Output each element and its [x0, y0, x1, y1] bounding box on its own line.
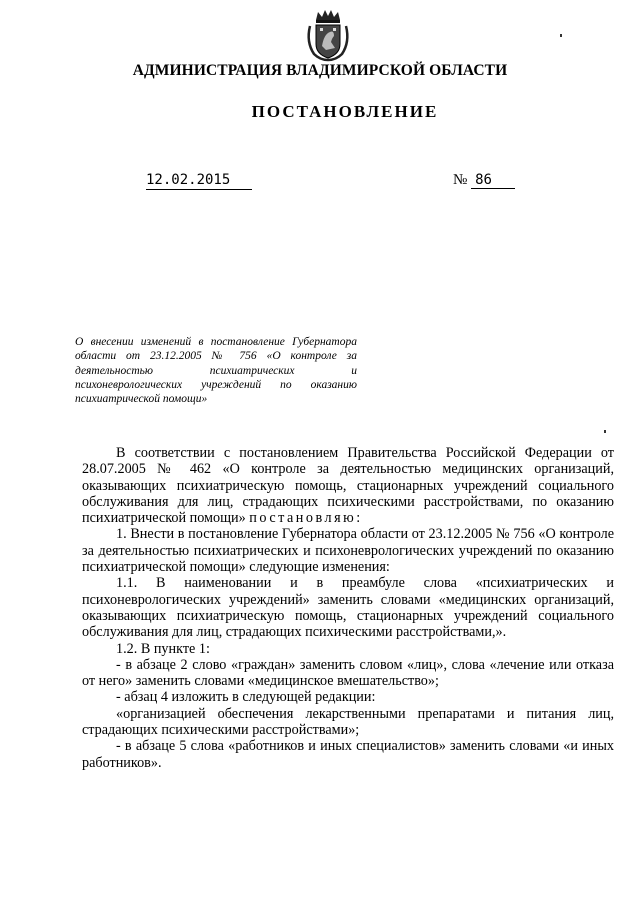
- document-number-block: [453, 172, 515, 189]
- document-body: [82, 445, 614, 771]
- document-subject: О внесении изменений в постановление Губернатора области от 23.12.2005 № 756 «О контроле за деятельностью психиатрических и психоневрологических учреждений по оказанию психиатрической помощи»: [75, 336, 357, 406]
- document-date: 12.02.2015: [146, 172, 252, 190]
- paragraph-1-2-c: - в абзаце 5 слова «работников и иных специалистов» заменить словами «и иных работников».: [82, 738, 614, 771]
- paragraph-1-2-b-quote: «организацией обеспечения лекарственными препаратами и питания лиц, страдающих психическими расстройствами»;: [82, 705, 614, 739]
- preamble-paragraph: [82, 445, 614, 526]
- scan-speck: [560, 34, 562, 37]
- decree-word: постановляю:: [249, 510, 363, 527]
- document-number: 86: [471, 172, 515, 189]
- paragraph-1-2-b: - абзац 4 изложить в следующей редакции:: [116, 689, 376, 706]
- preamble-text: В соответствии с постановлением Правительства Российской Федерации от 28.07.2005 № 462 «О контроле за деятельностью медицинских организаций, оказывающих психиатрическую помощь, стационарных учреждений социального обслуживания для лиц, страдающих психическими расстройствами, по оказанию психиатрической помощи»: [82, 445, 614, 527]
- organization-name: АДМИНИСТРАЦИЯ ВЛАДИМИРСКОЙ ОБЛАСТИ: [132, 62, 508, 79]
- paragraph-1: 1. Внести в постановление Губернатора области от 23.12.2005 № 756 «О контроле за деятельностью психиатрических и психоневрологических учреждений по оказанию психиатрической помощи» следующие изменения:: [82, 526, 614, 576]
- document-type: ПОСТАНОВЛЕНИЕ: [251, 102, 439, 121]
- number-sign: №: [453, 172, 468, 188]
- paragraph-1-2: 1.2. В пункте 1:: [116, 640, 210, 657]
- coat-of-arms-icon: [304, 8, 352, 62]
- paragraph-1-2-a: - в абзаце 2 слово «граждан» заменить словом «лиц», слова «лечение или отказа от него» заменить словами «медицинское вмешательство»;: [82, 656, 614, 690]
- paragraph-1-1: 1.1. В наименовании и в преамбуле слова «психиатрических и психоневрологических учреждений» заменить словами «медицинских организаций, оказывающих психиатрическую помощь, стационарных учреждений социального обслуживания для лиц, страдающих психическими расстройствами,».: [82, 575, 614, 641]
- scan-speck: [604, 430, 606, 433]
